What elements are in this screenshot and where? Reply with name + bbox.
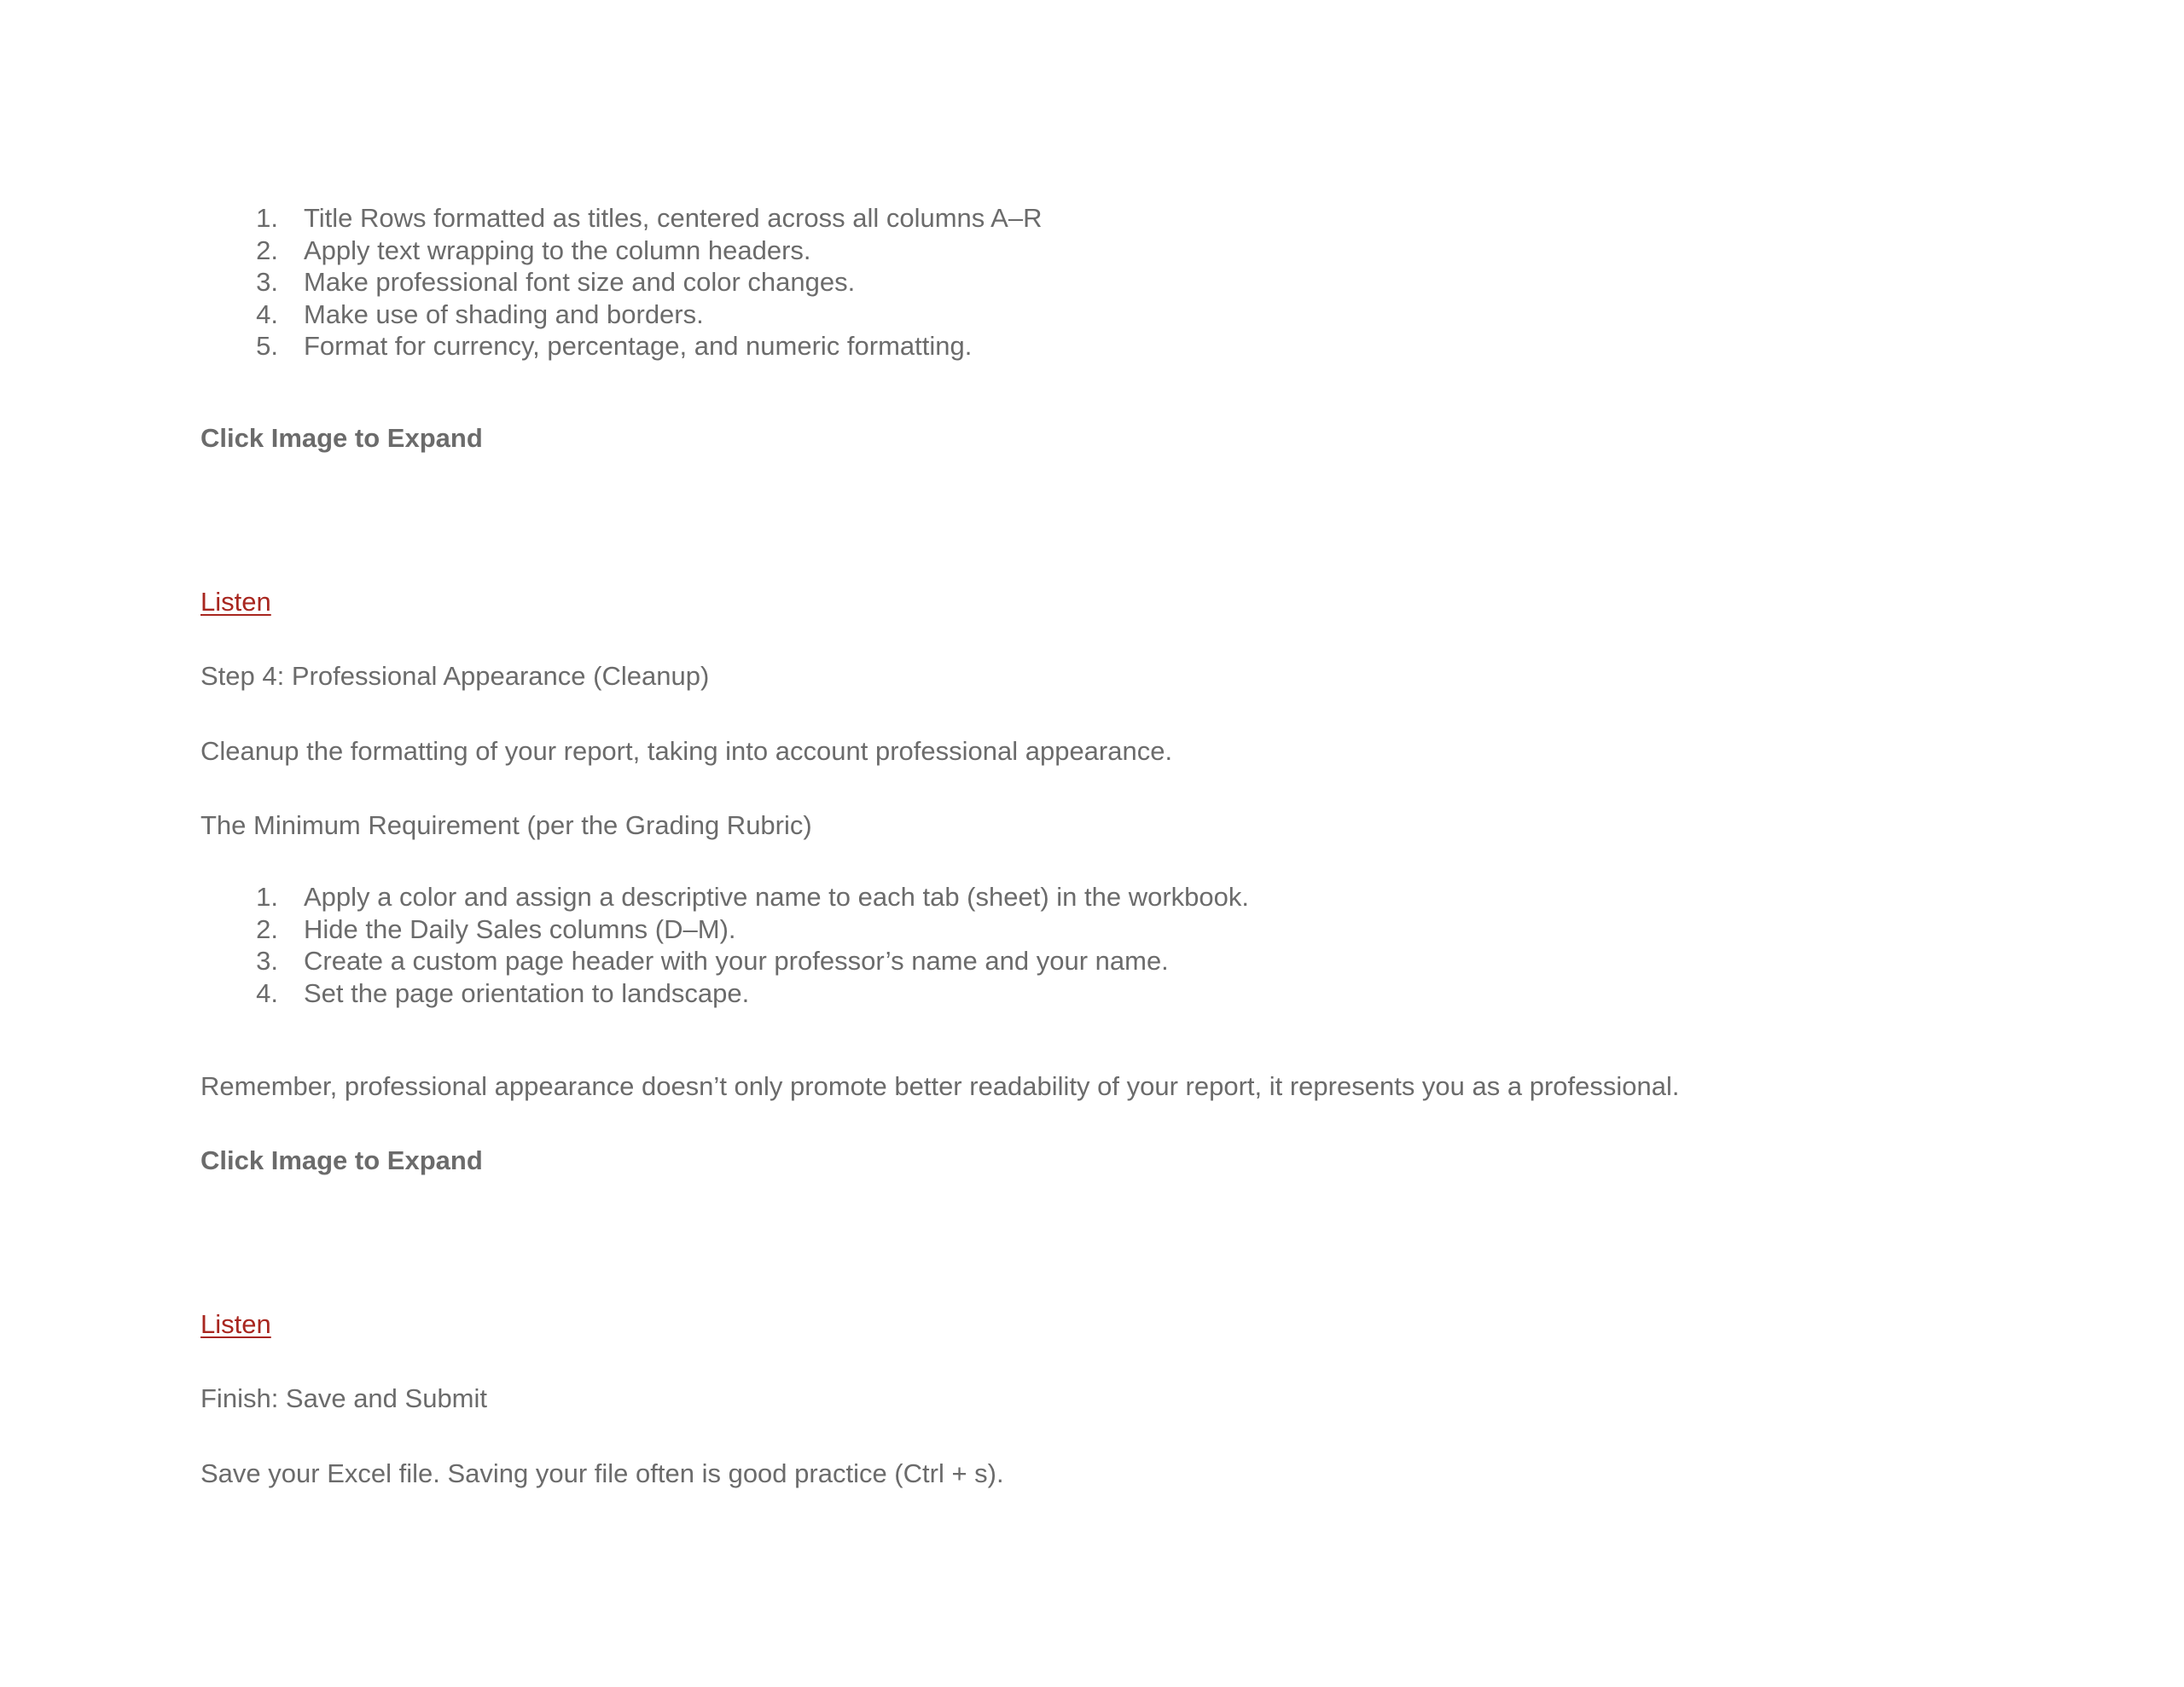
list-item-number: 1. xyxy=(256,882,278,912)
list-item-text: Title Rows formatted as titles, centered across all columns A–R xyxy=(304,203,1043,233)
list-item-text: Make professional font size and color changes. xyxy=(304,267,856,297)
list-item-number: 4. xyxy=(256,299,278,329)
remember-note: Remember, professional appearance doesn’t only promote better readability of your report, it represents you as a professional. xyxy=(200,1071,1680,1101)
minimum-requirement-label: The Minimum Requirement (per the Grading Rubric) xyxy=(200,810,812,840)
list-item-text: Apply text wrapping to the column headers. xyxy=(304,235,811,265)
finish-description: Save your Excel file. Saving your file often is good practice (Ctrl + s). xyxy=(200,1458,1004,1488)
click-image-to-expand-label: Click Image to Expand xyxy=(200,423,483,453)
listen-link[interactable]: Listen xyxy=(200,587,271,617)
listen-link[interactable]: Listen xyxy=(200,1309,271,1339)
list-item-text: Make use of shading and borders. xyxy=(304,299,704,329)
list-item-number: 3. xyxy=(256,267,278,297)
list-item-number: 2. xyxy=(256,235,278,265)
list-item-text: Set the page orientation to landscape. xyxy=(304,977,750,1008)
list-item-number: 1. xyxy=(256,203,278,233)
list-item-text: Format for currency, percentage, and numeric formatting. xyxy=(304,331,973,361)
list-item-number: 2. xyxy=(256,913,278,944)
step4-description: Cleanup the formatting of your report, taking into account professional appearance. xyxy=(200,736,1173,766)
list-item-text: Hide the Daily Sales columns (D–M). xyxy=(304,913,736,944)
list-item-text: Create a custom page header with your professor’s name and your name. xyxy=(304,946,1169,976)
finish-heading: Finish: Save and Submit xyxy=(200,1383,488,1413)
list-item-number: 3. xyxy=(256,946,278,976)
list-item-number: 4. xyxy=(256,977,278,1008)
step4-heading: Step 4: Professional Appearance (Cleanup) xyxy=(200,661,710,691)
click-image-to-expand-label: Click Image to Expand xyxy=(200,1145,483,1175)
list-item-number: 5. xyxy=(256,331,278,361)
list-item-text: Apply a color and assign a descriptive name to each tab (sheet) in the workbook. xyxy=(304,882,1250,912)
